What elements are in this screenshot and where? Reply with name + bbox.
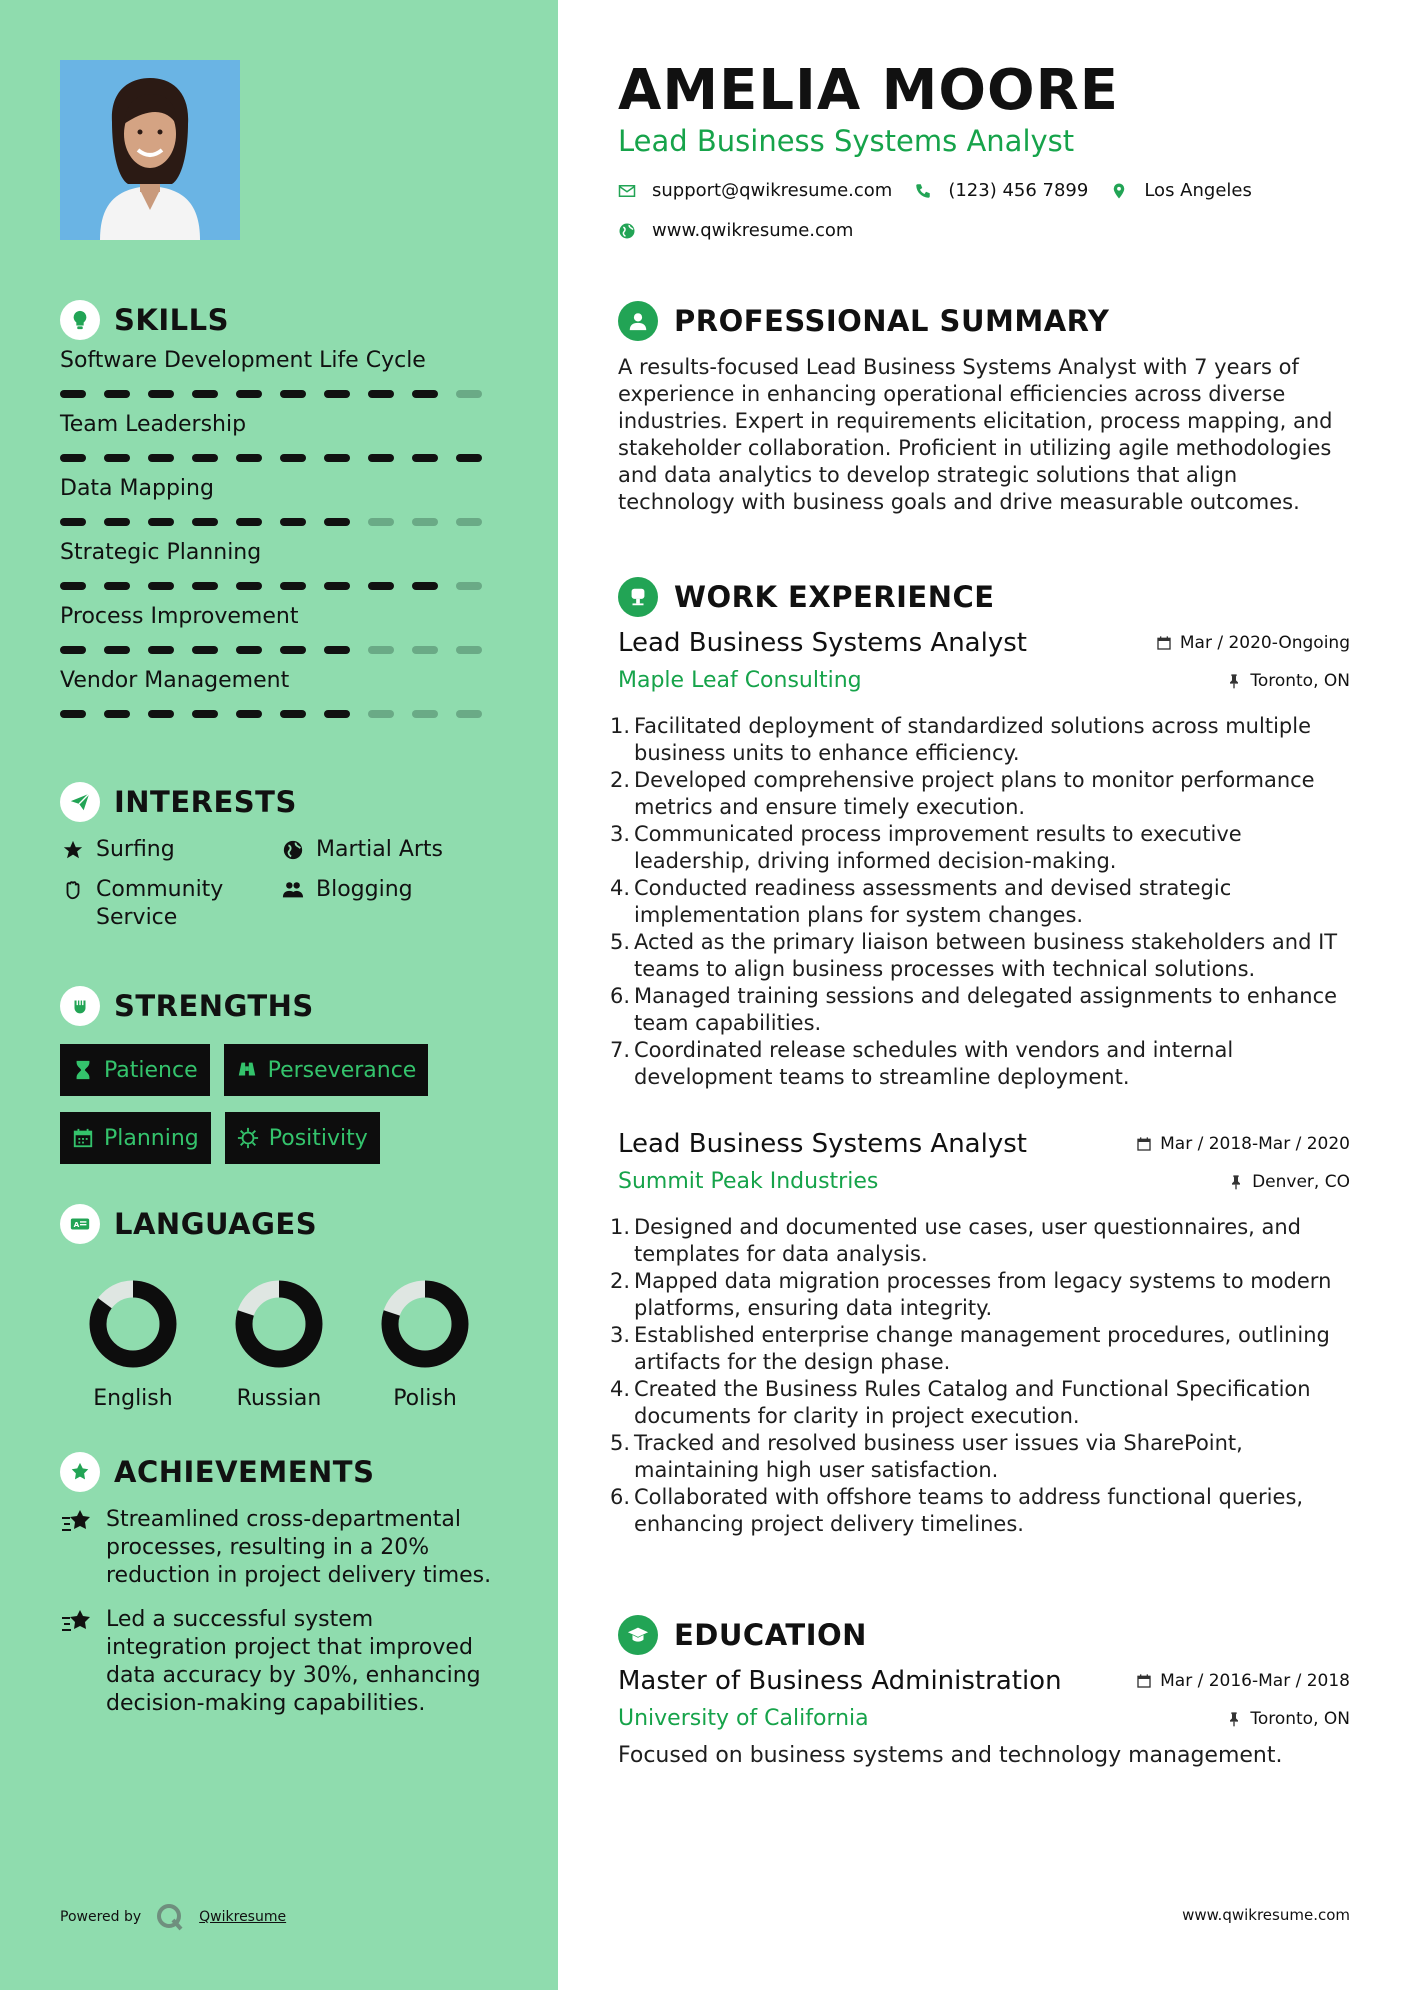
paper-plane-icon [60, 782, 100, 822]
users-icon [280, 876, 306, 904]
contact-phone: (123) 456 7899 [948, 180, 1089, 201]
skill-name: Vendor Management [60, 668, 290, 693]
experience-header [618, 576, 1350, 618]
skill-level [60, 710, 500, 718]
job-bullet [610, 767, 1350, 821]
education-title: EDUCATION [674, 1618, 867, 1652]
skill-level-dot [148, 646, 174, 654]
skill-level-dot [280, 646, 306, 654]
skill-level-dot [368, 646, 394, 654]
education-dates-text: Mar / 2016-Mar / 2018 [1160, 1671, 1350, 1691]
job-bullet-number: 5. [610, 1431, 631, 1455]
envelope-icon [618, 182, 636, 200]
map-pin-icon [1110, 182, 1128, 200]
education-header [618, 1614, 1350, 1656]
skill-level-dot [236, 390, 262, 398]
job-bullet [610, 1322, 1350, 1376]
qwikresume-logo-icon [155, 1902, 185, 1932]
strength-chip [224, 1044, 429, 1096]
skill-level [60, 454, 500, 462]
skill-level-dot [412, 710, 438, 718]
job-bullet-number: 5. [610, 930, 631, 954]
strengths-section [60, 986, 500, 1180]
language-proficiency-ring [89, 1280, 177, 1368]
job-bullet-text: Tracked and resolved business user issues via SharePoint, maintaining high user satisfaction. [634, 1431, 1243, 1482]
job-dates-text: Mar / 2020-Ongoing [1179, 633, 1350, 653]
skill-level-dot [192, 390, 218, 398]
star-icon [60, 836, 86, 864]
skill-level-dot [280, 710, 306, 718]
job-bullets [610, 1214, 1350, 1538]
strength-label: Perseverance [267, 1057, 417, 1083]
skill-level-dot [456, 454, 482, 462]
skill-item [60, 474, 500, 526]
job-bullet-text: Coordinated release schedules with vendors and internal development teams to streamline deployment. [634, 1038, 1234, 1089]
job-company: Summit Peak Industries [618, 1169, 879, 1194]
skill-level-dot [368, 710, 394, 718]
skill-level-dot [412, 454, 438, 462]
education-degree: Master of Business Administration [618, 1666, 1062, 1696]
job-bullet-text: Conducted readiness assessments and devised strategic implementation plans for system changes. [634, 876, 1232, 927]
contact-row [618, 180, 1274, 201]
languages-list [60, 1280, 500, 1411]
skill-level-dot [280, 390, 306, 398]
skill-item [60, 346, 500, 398]
skill-level-dot [60, 710, 86, 718]
globe-icon [618, 222, 636, 240]
achievement-item [60, 1606, 500, 1718]
skill-item [60, 666, 500, 718]
sidebar [0, 0, 558, 1990]
job-bullet-number: 6. [610, 1485, 631, 1509]
job-bullet [610, 1268, 1350, 1322]
skill-level-dot [192, 710, 218, 718]
job-bullets [610, 713, 1350, 1091]
calendar-icon [72, 1127, 94, 1149]
skill-level-dot [60, 518, 86, 526]
job-bullet [610, 983, 1350, 1037]
languages-section [60, 1204, 500, 1411]
achievements-title: ACHIEVEMENTS [114, 1455, 375, 1489]
skill-level-dot [324, 390, 350, 398]
summary-header [618, 300, 1350, 342]
skill-level-dot [104, 518, 130, 526]
globe-icon [280, 836, 306, 864]
job-bullet-text: Facilitated deployment of standardized solutions across multiple business units to enhance efficiency. [634, 714, 1311, 765]
achievement-item [60, 1506, 500, 1590]
job-bullet-number: 2. [610, 768, 631, 792]
skill-level-dot [192, 518, 218, 526]
skill-level-dot [280, 582, 306, 590]
skill-level-dot [368, 582, 394, 590]
calendar-icon [1136, 1136, 1152, 1152]
skill-level-dot [148, 710, 174, 718]
job-bullet-text: Established enterprise change management procedures, outlining artifacts for the design phase. [634, 1323, 1330, 1374]
education-dates [1136, 1671, 1350, 1691]
skill-level-dot [324, 582, 350, 590]
job-bullet-text: Communicated process improvement results to executive leadership, driving informed decision-making. [634, 822, 1242, 873]
contact-row-website [618, 220, 875, 241]
job-dates [1156, 633, 1350, 653]
skill-level-dot [324, 710, 350, 718]
binoculars-icon [236, 1059, 258, 1081]
skill-level-dot [456, 646, 482, 654]
skill-level [60, 646, 500, 654]
skill-name: Software Development Life Cycle [60, 348, 426, 373]
powered-by-label: Powered by [60, 1909, 142, 1925]
achievement-text: Led a successful system integration project that improved data accuracy by 30%, enhancing decision-making capabilities. [106, 1607, 481, 1716]
medal-icon [60, 1452, 100, 1492]
skill-level-dot [412, 646, 438, 654]
skill-item [60, 410, 500, 462]
skill-level-dot [412, 582, 438, 590]
calendar-icon [1156, 635, 1172, 651]
education-school: University of California [618, 1706, 869, 1731]
skills-header [60, 300, 500, 340]
skill-level-dot [148, 454, 174, 462]
skill-level-dot [236, 646, 262, 654]
strength-label: Positivity [268, 1125, 368, 1151]
job-role: Lead Business Systems Analyst [618, 628, 1027, 658]
skill-item [60, 538, 500, 590]
profile-photo [60, 60, 240, 240]
job-role: Lead Business Systems Analyst [618, 1129, 1027, 1159]
skill-level-dot [368, 518, 394, 526]
pushpin-icon [1228, 1174, 1244, 1190]
skill-level-dot [104, 582, 130, 590]
skill-level [60, 518, 500, 526]
experience-section [610, 576, 1350, 1538]
lightbulb-icon [60, 300, 100, 340]
job-location-text: Denver, CO [1252, 1171, 1350, 1192]
powered-by [60, 1902, 286, 1932]
skill-level [60, 582, 500, 590]
skill-level-dot [324, 518, 350, 526]
job-location-text: Toronto, ON [1250, 670, 1350, 691]
achievements-header [60, 1452, 500, 1492]
experience-title: WORK EXPERIENCE [674, 580, 995, 614]
job-bullet-number: 1. [610, 1215, 631, 1239]
language-label: English [93, 1386, 173, 1411]
skill-level-dot [236, 518, 262, 526]
language-proficiency-ring [381, 1280, 469, 1368]
contact-email[interactable]: support@qwikresume.com [652, 180, 893, 201]
skill-level-dot [456, 518, 482, 526]
job-bullet-text: Acted as the primary liaison between business stakeholders and IT teams to align business processes with technical solutions. [634, 930, 1338, 981]
language-icon [60, 1204, 100, 1244]
fist-icon [60, 986, 100, 1026]
language-item [206, 1280, 352, 1411]
skills-section [60, 300, 500, 718]
candidate-title: Lead Business Systems Analyst [618, 124, 1075, 158]
strengths-list [60, 1044, 500, 1180]
achievement-text: Streamlined cross-departmental processes, resulting in a 20% reduction in project delivery times. [106, 1507, 492, 1588]
skill-level-dot [324, 454, 350, 462]
education-entry [618, 1666, 1350, 1768]
interest-item [60, 876, 280, 932]
strength-chip [225, 1112, 380, 1164]
skill-level-dot [104, 454, 130, 462]
job-bullet-number: 4. [610, 876, 631, 900]
job-bullet-text: Managed training sessions and delegated assignments to enhance team capabilities. [634, 984, 1338, 1035]
contact-location: Los Angeles [1144, 180, 1252, 201]
svg-text:A: A [73, 1220, 80, 1230]
skill-level-dot [280, 518, 306, 526]
skill-level-dot [456, 710, 482, 718]
job-company: Maple Leaf Consulting [618, 668, 862, 693]
hand-icon [60, 876, 86, 904]
language-label: Polish [393, 1386, 457, 1411]
qwikresume-link[interactable]: Qwikresume [199, 1909, 287, 1925]
skill-level-dot [148, 390, 174, 398]
job-entry [610, 628, 1350, 1091]
skill-level [60, 390, 500, 398]
job-dates [1136, 1134, 1350, 1154]
job-bullet-text: Created the Business Rules Catalog and Functional Specification documents for clarity in project execution. [634, 1377, 1311, 1428]
strengths-header [60, 986, 500, 1026]
skill-name: Data Mapping [60, 476, 214, 501]
skill-level-dot [324, 646, 350, 654]
skill-level-dot [148, 518, 174, 526]
skill-level-dot [368, 454, 394, 462]
education-location [1226, 1709, 1350, 1729]
job-bullet-number: 6. [610, 984, 631, 1008]
job-bullet-number: 1. [610, 714, 631, 738]
languages-header [60, 1204, 500, 1244]
interest-label: Blogging [316, 877, 413, 902]
shooting-star-icon [60, 1606, 94, 1636]
job-entry [610, 1129, 1350, 1538]
job-bullet [610, 1376, 1350, 1430]
education-section [618, 1614, 1350, 1768]
job-bullet-number: 3. [610, 1323, 631, 1347]
job-location [1228, 1172, 1350, 1192]
job-bullet-number: 2. [610, 1269, 631, 1293]
interests-title: INTERESTS [114, 785, 297, 819]
strength-chip [60, 1044, 210, 1096]
language-item [60, 1280, 206, 1411]
skill-level-dot [412, 518, 438, 526]
interest-item [280, 876, 500, 932]
skill-level-dot [104, 646, 130, 654]
interests-section [60, 782, 500, 932]
achievements-section [60, 1452, 500, 1718]
interest-item [280, 836, 500, 864]
skill-name: Process Improvement [60, 604, 299, 629]
summary-title: PROFESSIONAL SUMMARY [674, 304, 1110, 338]
skill-name: Strategic Planning [60, 540, 262, 565]
job-bullet-text: Designed and documented use cases, user questionnaires, and templates for data analysis. [634, 1215, 1302, 1266]
job-bullet [610, 1430, 1350, 1484]
user-icon [618, 301, 658, 341]
sun-icon [237, 1127, 259, 1149]
strength-chip [60, 1112, 211, 1164]
skill-level-dot [236, 582, 262, 590]
skills-title: SKILLS [114, 303, 229, 337]
interest-item [60, 836, 280, 864]
skill-level-dot [60, 390, 86, 398]
candidate-name: AMELIA MOORE [618, 58, 1119, 123]
skill-level-dot [104, 390, 130, 398]
language-item [352, 1280, 498, 1411]
skill-level-dot [192, 454, 218, 462]
skill-level-dot [456, 582, 482, 590]
strength-label: Planning [104, 1125, 199, 1151]
skill-level-dot [236, 710, 262, 718]
job-dates-text: Mar / 2018-Mar / 2020 [1160, 1134, 1350, 1154]
skill-level-dot [280, 454, 306, 462]
pushpin-icon [1226, 673, 1242, 689]
languages-title: LANGUAGES [114, 1207, 318, 1241]
job-bullet [610, 1037, 1350, 1091]
interests-list [60, 836, 500, 932]
interest-label: Community Service [96, 877, 224, 930]
job-bullet-text: Developed comprehensive project plans to monitor performance metrics and ensure timely execution. [634, 768, 1315, 819]
language-proficiency-ring [235, 1280, 323, 1368]
education-description: Focused on business systems and technology management. [618, 1743, 1283, 1768]
job-bullet [610, 821, 1350, 875]
skill-level-dot [60, 454, 86, 462]
shooting-star-icon [60, 1506, 94, 1536]
skill-level-dot [60, 646, 86, 654]
interest-label: Martial Arts [316, 837, 444, 862]
strengths-title: STRENGTHS [114, 989, 314, 1023]
interest-label: Surfing [96, 837, 175, 862]
education-location-text: Toronto, ON [1250, 1708, 1350, 1729]
hourglass-icon [72, 1059, 94, 1081]
graduation-icon [618, 1615, 658, 1655]
skill-level-dot [412, 390, 438, 398]
skill-name: Team Leadership [60, 412, 247, 437]
job-bullet-number: 3. [610, 822, 631, 846]
contact-website[interactable]: www.qwikresume.com [652, 220, 854, 241]
job-bullet [610, 713, 1350, 767]
calendar-icon [1136, 1673, 1152, 1689]
skill-level-dot [104, 710, 130, 718]
job-bullet [610, 875, 1350, 929]
skill-level-dot [192, 582, 218, 590]
footer-url[interactable]: www.qwikresume.com [1182, 1906, 1350, 1924]
phone-icon [914, 182, 932, 200]
job-location [1226, 671, 1350, 691]
skill-item [60, 602, 500, 654]
job-bullet-text: Mapped data migration processes from legacy systems to modern platforms, ensuring data integrity. [634, 1269, 1332, 1320]
skill-level-dot [148, 582, 174, 590]
skills-list [60, 346, 500, 718]
skill-level-dot [192, 646, 218, 654]
interests-header [60, 782, 500, 822]
language-label: Russian [236, 1386, 322, 1411]
briefcase-icon [618, 577, 658, 617]
strength-label: Patience [104, 1057, 198, 1083]
skill-level-dot [236, 454, 262, 462]
summary-section [618, 300, 1350, 516]
pushpin-icon [1226, 1711, 1242, 1727]
job-bullet [610, 929, 1350, 983]
skill-level-dot [456, 390, 482, 398]
job-bullet [610, 1484, 1350, 1538]
job-bullet-number: 7. [610, 1038, 631, 1062]
skill-level-dot [60, 582, 86, 590]
skill-level-dot [368, 390, 394, 398]
job-bullet [610, 1214, 1350, 1268]
job-bullet-number: 4. [610, 1377, 631, 1401]
job-bullet-text: Collaborated with offshore teams to address functional queries, enhancing project delivery timelines. [634, 1485, 1304, 1536]
summary-text: A results-focused Lead Business Systems Analyst with 7 years of experience in enhancing operational efficiencies across diverse industries. Expert in requirements elicitation, process mapping, and stakeholder collaboration. Proficient in utilizing agile methodologies and data analytics to develop strategic solutions that align technology with business goals and drive measurable outcomes. [618, 355, 1333, 514]
